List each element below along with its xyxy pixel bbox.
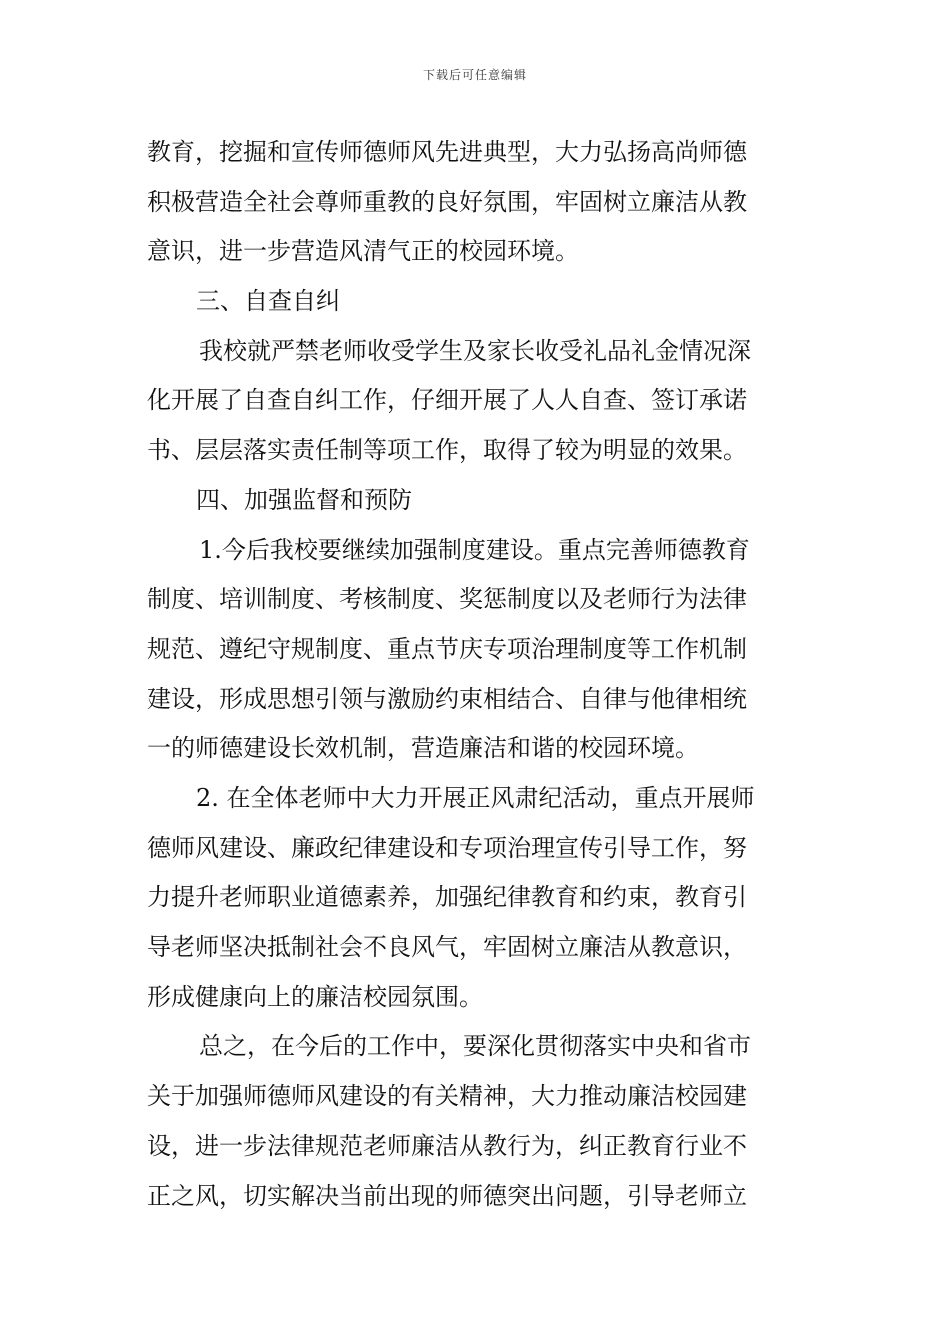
- section-heading: 三、自查自纠: [196, 287, 340, 315]
- text-line: 关于加强师德师风建设的有关精神，大力推动廉洁校园建: [147, 1082, 747, 1110]
- text-line: 力提升老师职业道德素养，加强纪律教育和约束，教育引: [147, 883, 747, 911]
- text-line: 建设，形成思想引领与激励约束相结合、自律与他律相统: [147, 685, 747, 713]
- text-line: 积极营造全社会尊师重教的良好氛围，牢固树立廉洁从教: [147, 188, 747, 216]
- text-line: 德师风建设、廉政纪律建设和专项治理宣传引导工作，努: [147, 834, 747, 862]
- text-line: 1.今后我校要继续加强制度建设。重点完善师德教育: [199, 536, 750, 564]
- text-line: 一的师德建设长效机制，营造廉洁和谐的校园环境。: [147, 734, 699, 762]
- text-line: 教育，挖掘和宣传师德师风先进典型，大力弘扬高尚师德: [147, 138, 747, 166]
- text-line: 意识，进一步营造风清气正的校园环境。: [147, 237, 579, 265]
- text-line: 设，进一步法律规范老师廉洁从教行为，纠正教育行业不: [147, 1132, 747, 1160]
- section-heading: 四、加强监督和预防: [196, 486, 412, 514]
- text-line: 书、层层落实责任制等项工作，取得了较为明显的效果。: [147, 436, 747, 464]
- text-line: 导老师坚决抵制社会不良风气，牢固树立廉洁从教意识，: [147, 933, 747, 961]
- text-line: 总之，在今后的工作中，要深化贯彻落实中央和省市: [199, 1032, 751, 1060]
- text-line: 形成健康向上的廉洁校园氛围。: [147, 983, 483, 1011]
- text-line: 制度、培训制度、考核制度、奖惩制度以及老师行为法律: [147, 585, 747, 613]
- text-line: 正之风，切实解决当前出现的师德突出问题，引导老师立: [147, 1182, 747, 1210]
- text-line: 规范、遵纪守规制度、重点节庆专项治理制度等工作机制: [147, 635, 747, 663]
- text-line: 化开展了自查自纠工作，仔细开展了人人自查、签订承诺: [147, 386, 747, 414]
- text-line: 2. 在全体老师中大力开展正风肃纪活动，重点开展师: [196, 784, 755, 812]
- text-line: 我校就严禁老师收受学生及家长收受礼品礼金情况深: [199, 337, 751, 365]
- page-header: 下载后可任意编辑: [422, 68, 527, 82]
